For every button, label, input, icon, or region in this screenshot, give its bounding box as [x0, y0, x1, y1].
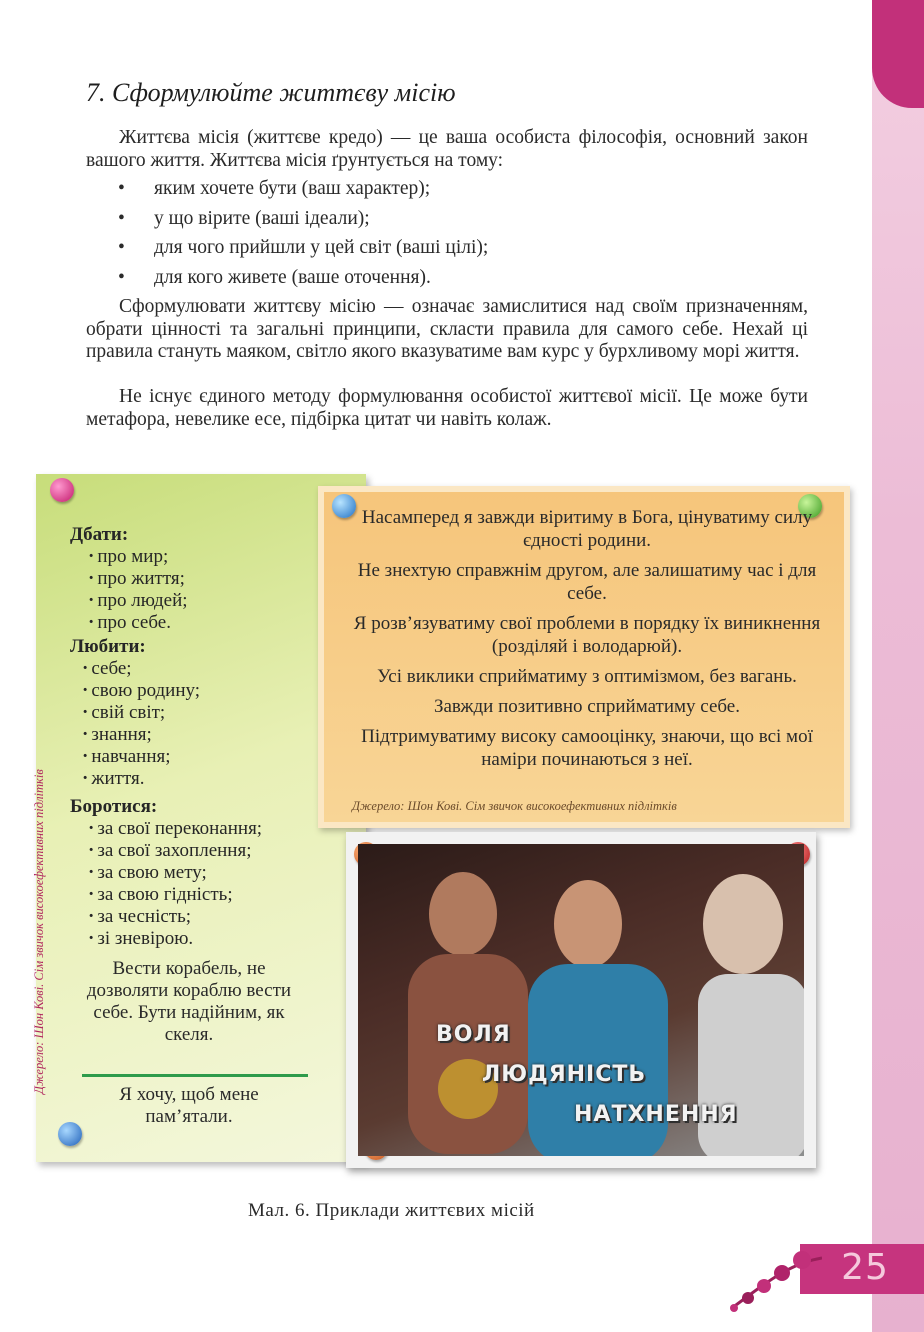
list-item: · про людей;: [88, 590, 188, 612]
list-item: · зі зневірою.: [88, 928, 262, 950]
care-heading: Дбати:: [70, 524, 129, 545]
list-item: • у що вірите (ваші ідеали);: [118, 207, 370, 229]
list-item: · про мир;: [88, 546, 188, 568]
figure-caption: Мал. 6. Приклади життєвих місій: [248, 1200, 535, 1221]
list-item: • для чого прийшли у цей світ (ваші цілі);: [118, 237, 489, 258]
list-item: · за свою мету;: [88, 862, 262, 884]
photo-word: ВОЛЯ: [436, 1022, 511, 1047]
list-item: · про себе.: [88, 612, 188, 634]
photo-collage: [346, 832, 816, 1168]
list-item: · життя.: [82, 768, 200, 790]
side-tab: [872, 0, 924, 108]
divider: [82, 1074, 308, 1077]
list-item: · за свої захоплення;: [88, 840, 262, 862]
list-item: · свій світ;: [82, 702, 200, 724]
mission-line: Підтримуватиму високу самооцінку, знаючи, що всі мої наміри починаються з неї.: [361, 726, 813, 770]
section-title: 7. Сформулюйте життєву місію: [86, 78, 456, 107]
intro-paragraph: Життєва місія (життєве кредо) — це ваша особиста філософія, основний закон вашого життя. Життєва місія ґрунтується на тому:: [86, 127, 808, 171]
fight-heading: Боротися:: [70, 796, 158, 817]
motto-remember: Я хочу, щоб мене пам’ятали.: [119, 1084, 259, 1127]
list-item: • яким хочете бути (ваш характер);: [118, 178, 431, 199]
list-item: · за свою гідність;: [88, 884, 262, 906]
card-source: Джерело: Шон Кові. Сім звичок високоефективних підлітків: [32, 769, 46, 1094]
mission-line: Усі виклики сприйматиму з оптимізмом, без вагань.: [377, 666, 797, 687]
list-item: · за свої переконання;: [88, 818, 262, 840]
floral-ornament-icon: [722, 1238, 822, 1318]
photo-word: НАТХНЕННЯ: [574, 1102, 738, 1127]
mission-line: Не знехтую справжнім другом, але залишатиму час і для себе.: [357, 560, 817, 604]
love-block: [70, 636, 200, 790]
list-item: · про життя;: [88, 568, 188, 590]
mission-card-green: [32, 474, 366, 1162]
photo-image: [358, 844, 804, 1156]
fight-block: [70, 796, 262, 950]
list-item: · себе;: [82, 658, 200, 680]
list-item: · за чесність;: [88, 906, 262, 928]
list-item: · знання;: [82, 724, 200, 746]
love-heading: Любити:: [70, 636, 146, 657]
bullet-list: [118, 178, 488, 296]
paragraph-3: Не існує єдиного методу формулювання особистої життєвої місії. Це може бути метафора, невелике есе, підбірка цитат чи навіть колаж.: [86, 386, 808, 430]
list-item: · свою родину;: [82, 680, 200, 702]
mission-line: Завжди позитивно сприйматиму себе.: [433, 696, 740, 717]
mission-card-orange: [318, 486, 850, 828]
side-stripe: [872, 0, 924, 1332]
mission-line: Я розв’язуватиму свої проблеми в порядку їх виникнення (розділяй і володарюй).: [353, 613, 821, 657]
card-source: Джерело: Шон Кові. Сім звичок високоефективних підлітків: [352, 799, 677, 813]
mission-line: Насамперед я завжди віритиму в Бога, цінуватиму силу єдності родини.: [361, 507, 813, 551]
motto-ship: Вести корабель, не дозволяти кораблю вести себе. Бути надійним, як скеля.: [86, 958, 292, 1045]
photo-word: ЛЮДЯНІСТЬ: [482, 1062, 647, 1087]
care-block: [70, 524, 188, 634]
page-number: 25: [841, 1247, 889, 1288]
list-item: • для кого живете (ваше оточення).: [118, 266, 431, 288]
pin-icon: [50, 478, 74, 502]
list-item: · навчання;: [82, 746, 200, 768]
paragraph-2: Сформулювати життєву місію — означає замислитися над своїм призначенням, обрати цінності та загальні принципи, скласти правила для самого себе. Нехай ці правила стануть маяком, світло якого вказуватиме вам курс у бурхливому морі життя.: [86, 296, 808, 362]
